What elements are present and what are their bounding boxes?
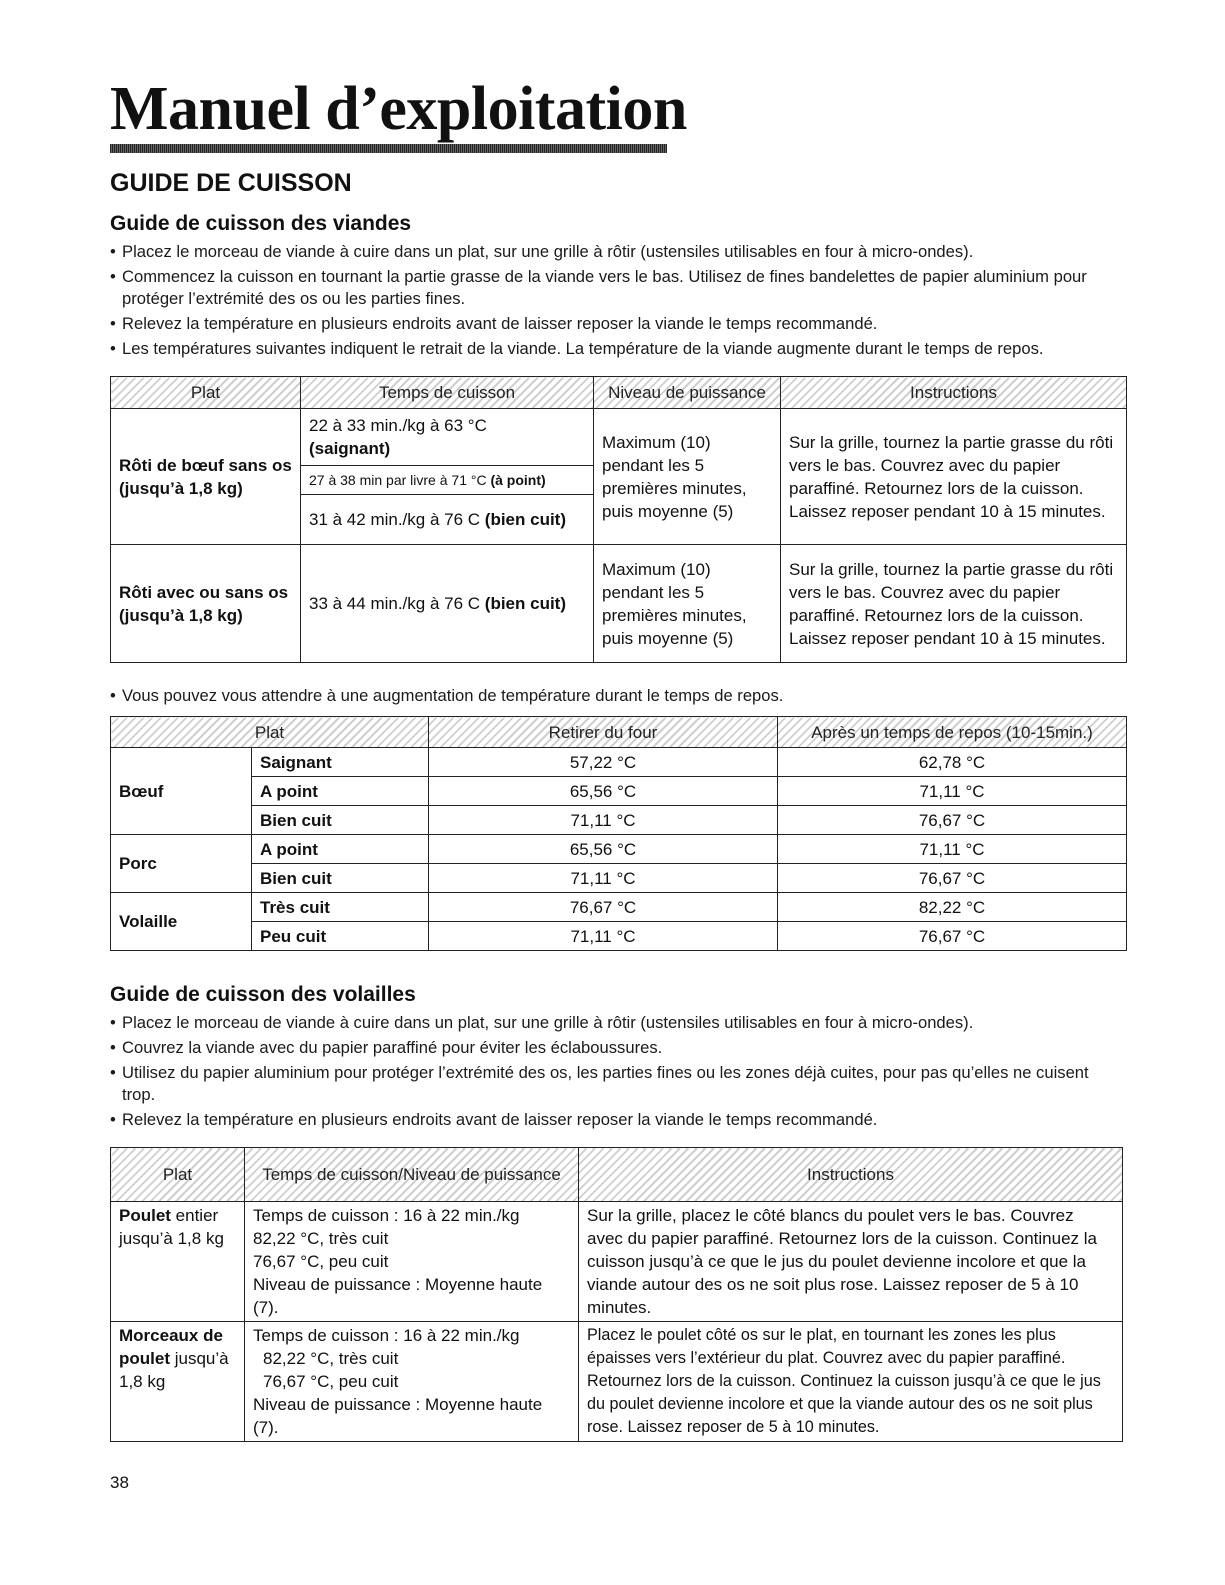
doneness-label: (à point) bbox=[490, 471, 546, 488]
time-line: Temps de cuisson : 16 à 22 min./kg bbox=[253, 1206, 520, 1225]
column-header: Retirer du four bbox=[429, 717, 778, 748]
doneness-cell: Très cuit bbox=[252, 893, 429, 922]
remove-temp-cell: 57,22 °C bbox=[429, 748, 778, 777]
instructions-cell: Sur la grille, tournez la partie grasse du rôti vers le bas. Couvrez avec du papier paraffiné. Retournez lors de la cuisson. Laissez reposer pendant 10 à 15 minutes. bbox=[781, 545, 1127, 663]
doneness-label: (bien cuit) bbox=[484, 510, 566, 529]
column-header: Temps de cuisson bbox=[301, 377, 594, 409]
instructions-cell: Sur la grille, placez le côté blancs du poulet vers le bas. Couvrez avec du papier paraffiné. Retournez lors de la cuisson. Continuez la cuisson jusqu’à ce que le jus du poulet devienne incolore et que la viande autour des os ne soit plus rose. Laissez reposer de 5 à 10 minutes. bbox=[579, 1202, 1123, 1322]
page-title: Manuel d’exploitation bbox=[110, 75, 687, 143]
table-header-row bbox=[111, 1148, 1123, 1202]
doneness-cell: Peu cuit bbox=[252, 922, 429, 951]
meat-guide-bullets bbox=[110, 241, 1130, 363]
time-line: Temps de cuisson : 16 à 22 min./kg bbox=[253, 1326, 520, 1345]
plat-name: Poulet bbox=[119, 1206, 171, 1225]
doneness-cell: Saignant bbox=[252, 748, 429, 777]
doneness-label: (saignant) bbox=[309, 439, 391, 458]
temp-line: 76,67 °C, peu cuit bbox=[263, 1372, 399, 1391]
poultry-bullet: • Couvrez la viande avec du papier paraffiné pour éviter les éclaboussures. bbox=[110, 1037, 1120, 1059]
remove-temp-cell: 71,11 °C bbox=[429, 922, 778, 951]
temp-line: 76,67 °C, peu cuit bbox=[253, 1252, 389, 1271]
after-rest-temp-cell: 76,67 °C bbox=[778, 922, 1127, 951]
poultry-bullet: • Utilisez du papier aluminium pour protéger l’extrémité des os, les parties fines ou les zones déjà cuites, pour pas qu’elles ne cuisent trop. bbox=[110, 1062, 1120, 1106]
page-number: 38 bbox=[110, 1473, 129, 1492]
poultry-bullet: • Relevez la température en plusieurs endroits avant de laisser reposer la viande le temps recommandé. bbox=[110, 1109, 1120, 1131]
doneness-cell: A point bbox=[252, 777, 429, 806]
remove-temp-cell: 71,11 °C bbox=[429, 806, 778, 835]
column-header: Plat bbox=[111, 377, 301, 409]
poultry-bullet: • Placez le morceau de viande à cuire dans un plat, sur une grille à rôtir (ustensiles utilisables en four à micro-ondes). bbox=[110, 1012, 1120, 1034]
table-row bbox=[111, 864, 1127, 893]
table-row bbox=[111, 922, 1127, 951]
power-level-cell: Maximum (10) pendant les 5 premières minutes, puis moyenne (5) bbox=[594, 409, 781, 545]
instructions-cell: Sur la grille, tournez la partie grasse du rôti vers le bas. Couvrez avec du papier paraffiné. Retournez lors de la cuisson. Laissez reposer pendant 10 à 15 minutes. bbox=[781, 409, 1127, 545]
time-text: 31 à 42 min./kg à 76 C bbox=[309, 510, 481, 529]
after-rest-temp-cell: 62,78 °C bbox=[778, 748, 1127, 777]
table-row bbox=[111, 1322, 1123, 1442]
meat-category: Volaille bbox=[111, 893, 252, 951]
after-rest-temp-cell: 71,11 °C bbox=[778, 777, 1127, 806]
plat-cell bbox=[111, 1202, 245, 1322]
table-row bbox=[111, 777, 1127, 806]
time-text: 22 à 33 min./kg à 63 °C bbox=[309, 416, 487, 435]
table-row bbox=[111, 748, 1127, 777]
title-underline bbox=[110, 144, 667, 153]
table-row bbox=[111, 409, 1127, 545]
time-option bbox=[301, 409, 593, 466]
doneness-cell: A point bbox=[252, 835, 429, 864]
rest-temperature-note: • Vous pouvez vous attendre à une augmentation de température durant le temps de repos. bbox=[110, 685, 783, 707]
meat-bullet: • Commencez la cuisson en tournant la partie grasse de la viande vers le bas. Utilisez de fines bandelettes de papier aluminium pour protéger l’extrémité des os ou les parties fines. bbox=[110, 266, 1130, 310]
poultry-guide-heading: Guide de cuisson des volailles bbox=[110, 983, 416, 1006]
plat-detail: jusqu’à 1,8 kg bbox=[119, 1349, 229, 1391]
meat-bullet: • Relevez la température en plusieurs endroits avant de laisser reposer la viande le temps recommandé. bbox=[110, 313, 1130, 335]
cooking-time-cell bbox=[301, 545, 594, 663]
plat-cell: Rôti de bœuf sans os (jusqu’à 1,8 kg) bbox=[111, 409, 301, 545]
table-row bbox=[111, 545, 1127, 663]
plat-cell bbox=[111, 1322, 245, 1442]
doneness-cell: Bien cuit bbox=[252, 806, 429, 835]
column-header: Instructions bbox=[781, 377, 1127, 409]
plat-name: Morceaux de poulet bbox=[119, 1326, 223, 1368]
meat-category: Porc bbox=[111, 835, 252, 893]
meat-category: Bœuf bbox=[111, 748, 252, 835]
plat-detail: entier jusqu’à 1,8 kg bbox=[119, 1206, 224, 1248]
table-row bbox=[111, 806, 1127, 835]
time-power-cell bbox=[245, 1322, 579, 1442]
column-header: Temps de cuisson/Niveau de puissance bbox=[245, 1148, 579, 1202]
after-rest-temp-cell: 76,67 °C bbox=[778, 806, 1127, 835]
section-title: GUIDE DE CUISSON bbox=[110, 169, 352, 197]
poultry-cooking-table bbox=[110, 1147, 1123, 1442]
power-line: Niveau de puissance : Moyenne haute (7). bbox=[253, 1275, 543, 1317]
time-text: 33 à 44 min./kg à 76 C bbox=[309, 594, 481, 613]
plat-cell: Rôti avec ou sans os (jusqu’à 1,8 kg) bbox=[111, 545, 301, 663]
doneness-cell: Bien cuit bbox=[252, 864, 429, 893]
doneness-label: (bien cuit) bbox=[484, 594, 566, 613]
after-rest-temp-cell: 76,67 °C bbox=[778, 864, 1127, 893]
power-level-cell: Maximum (10) pendant les 5 premières minutes, puis moyenne (5) bbox=[594, 545, 781, 663]
after-rest-temp-cell: 71,11 °C bbox=[778, 835, 1127, 864]
column-header: Plat bbox=[111, 1148, 245, 1202]
cooking-time-cell bbox=[301, 409, 594, 545]
power-line: Niveau de puissance : Moyenne haute (7). bbox=[253, 1395, 543, 1437]
table-row bbox=[111, 893, 1127, 922]
temperature-table bbox=[110, 716, 1127, 951]
time-option bbox=[301, 466, 593, 495]
remove-temp-cell: 65,56 °C bbox=[429, 835, 778, 864]
column-header: Plat bbox=[111, 717, 429, 748]
time-option bbox=[301, 495, 593, 544]
instructions-cell: Placez le poulet côté os sur le plat, en tournant les zones les plus épaisses vers l’extérieur du plat. Couvrez avec du papier paraffiné. Retournez lors de la cuisson. Continuez la cuisson jusqu’à ce que le jus du poulet devienne incolore et que la viande autour des os ne soit plus rose. Laissez reposer de 5 à 10 minutes. bbox=[579, 1322, 1123, 1442]
remove-temp-cell: 65,56 °C bbox=[429, 777, 778, 806]
table-header-row bbox=[111, 717, 1127, 748]
table-row bbox=[111, 835, 1127, 864]
column-header: Niveau de puissance bbox=[594, 377, 781, 409]
temp-line: 82,22 °C, très cuit bbox=[263, 1349, 399, 1368]
after-rest-temp-cell: 82,22 °C bbox=[778, 893, 1127, 922]
column-header: Après un temps de repos (10-15min.) bbox=[778, 717, 1127, 748]
meat-cooking-table bbox=[110, 376, 1127, 663]
poultry-guide-bullets bbox=[110, 1012, 1120, 1134]
time-text: 27 à 38 min par livre à 71 °C bbox=[309, 471, 487, 488]
temp-line: 82,22 °C, très cuit bbox=[253, 1229, 389, 1248]
meat-guide-heading: Guide de cuisson des viandes bbox=[110, 212, 412, 235]
table-header-row bbox=[111, 377, 1127, 409]
column-header: Instructions bbox=[579, 1148, 1123, 1202]
table-row bbox=[111, 1202, 1123, 1322]
time-power-cell bbox=[245, 1202, 579, 1322]
remove-temp-cell: 71,11 °C bbox=[429, 864, 778, 893]
remove-temp-cell: 76,67 °C bbox=[429, 893, 778, 922]
meat-bullet: • Placez le morceau de viande à cuire dans un plat, sur une grille à rôtir (ustensiles utilisables en four à micro-ondes). bbox=[110, 241, 1130, 263]
meat-bullet: • Les températures suivantes indiquent le retrait de la viande. La température de la viande augmente durant le temps de repos. bbox=[110, 338, 1130, 360]
